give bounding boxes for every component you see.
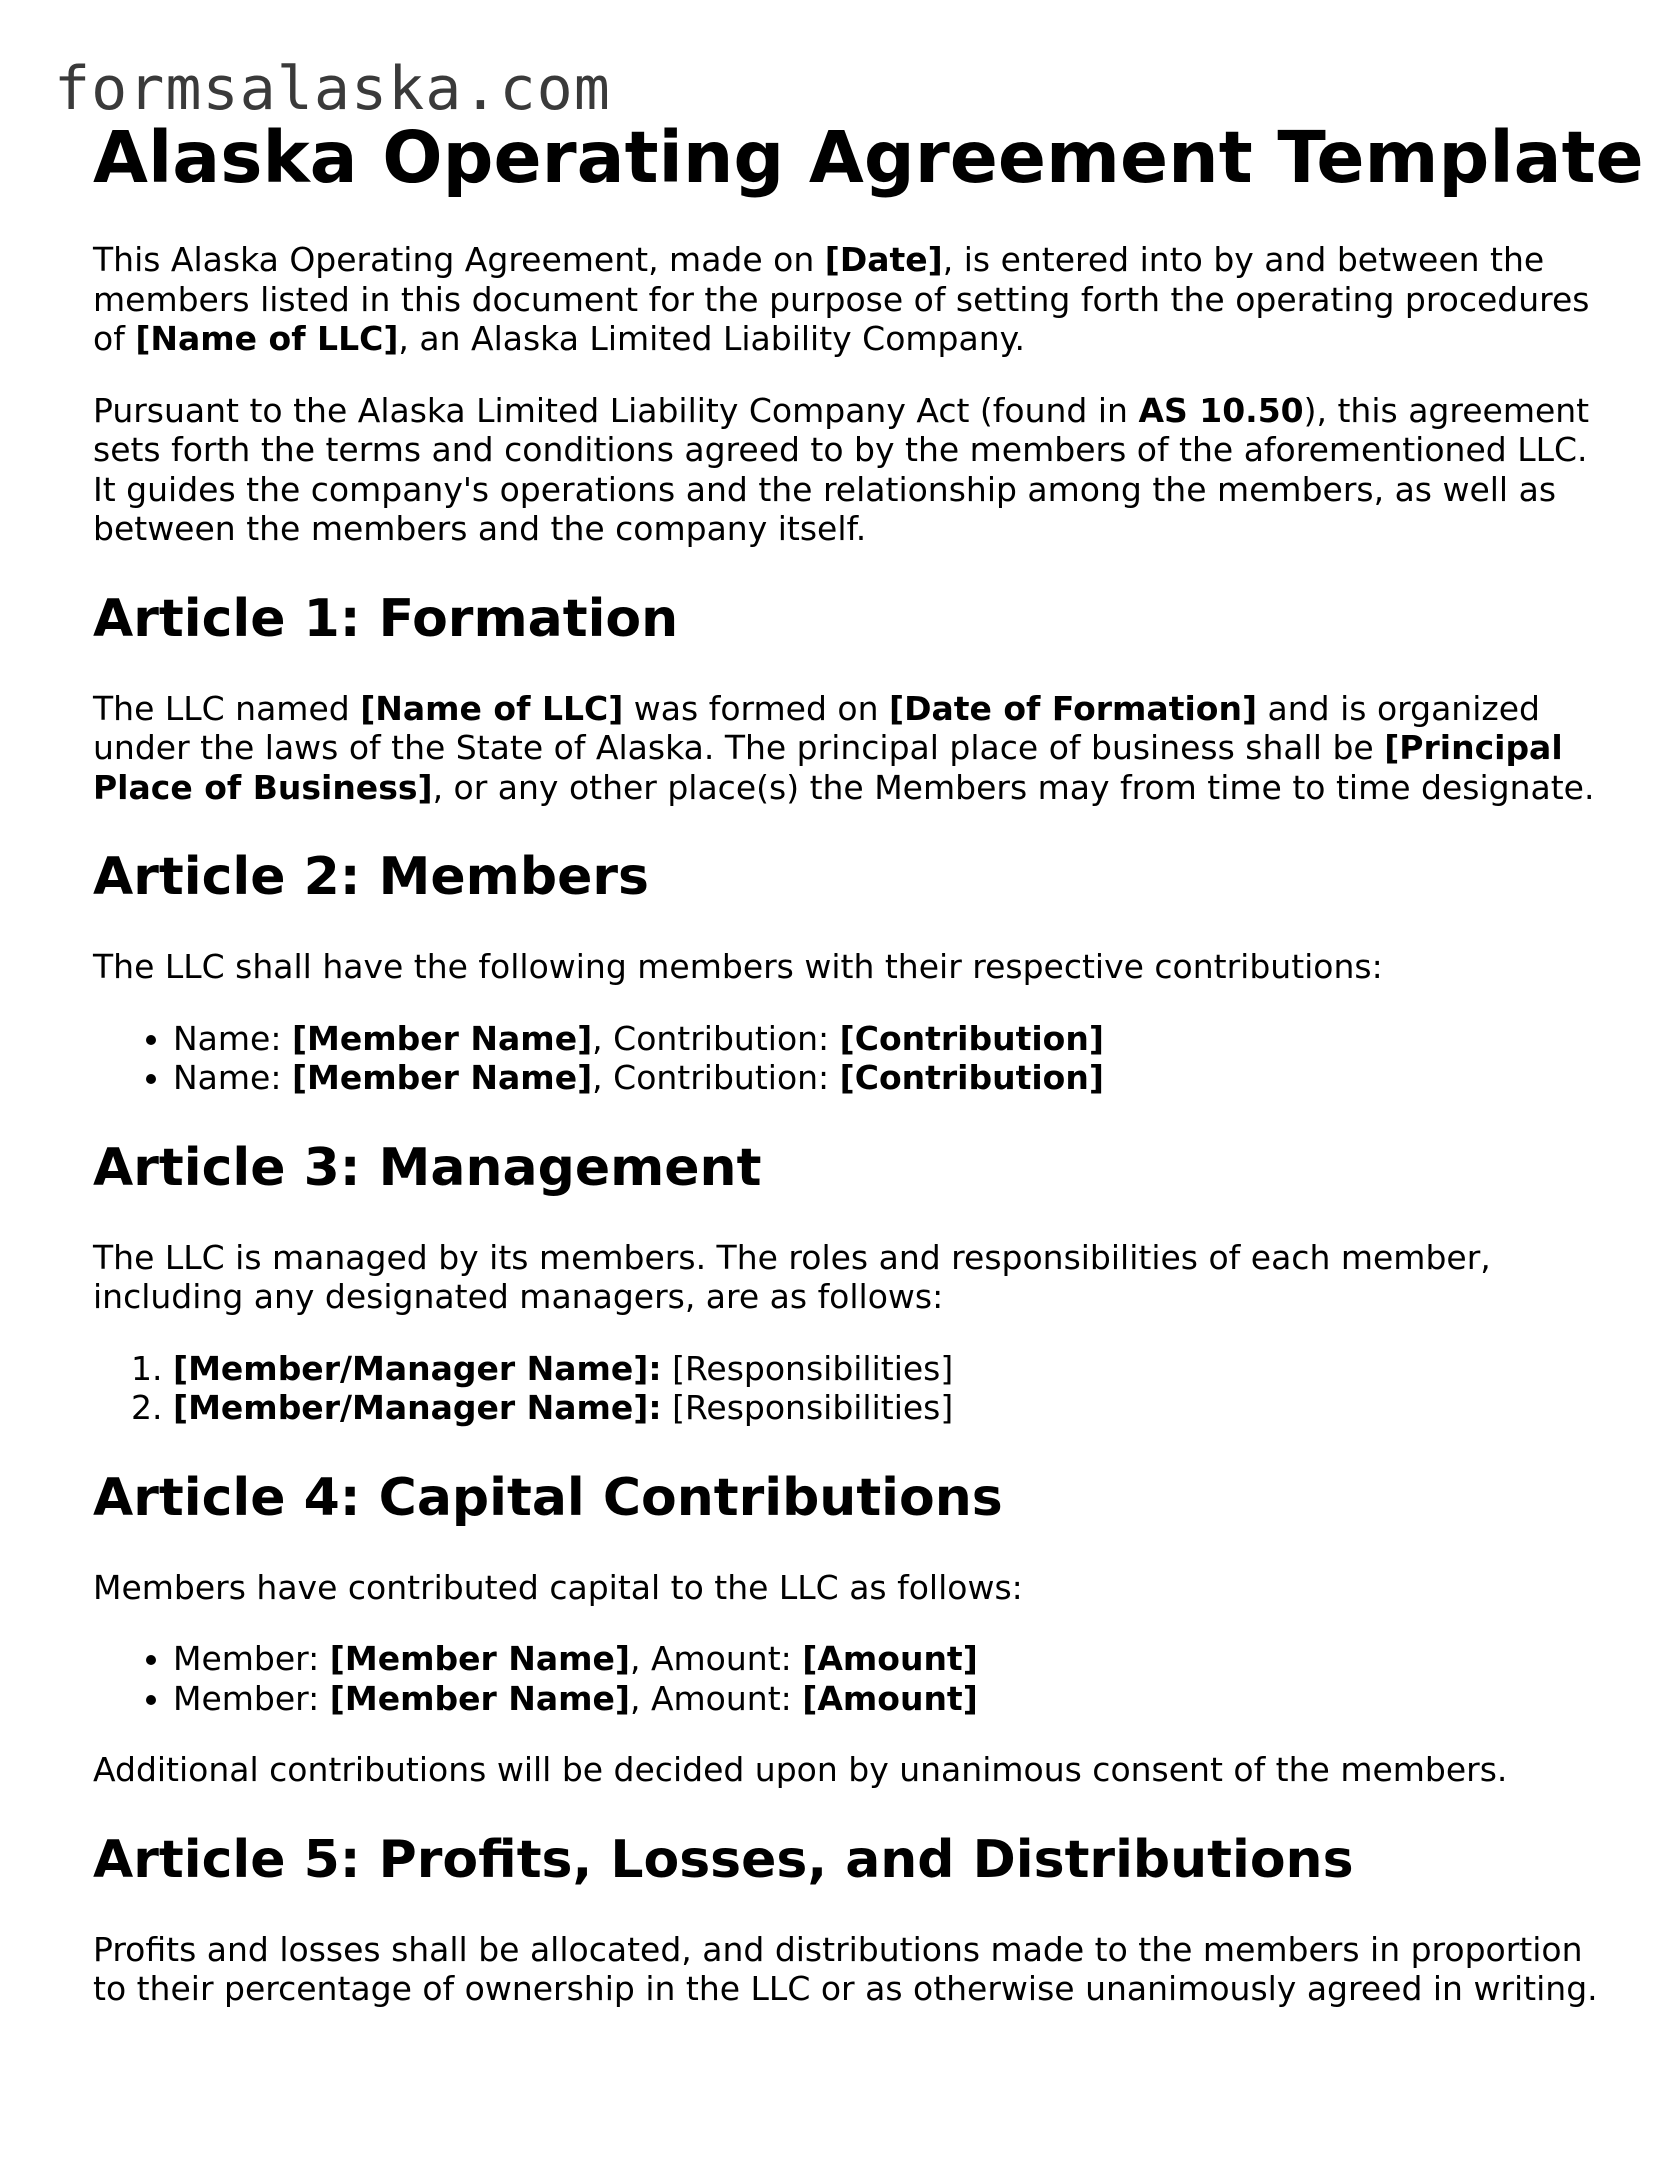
article-2-heading: Article 2: Members [93, 847, 649, 907]
item-label: , Amount: [629, 1639, 803, 1678]
statute-reference: AS 10.50 [1138, 390, 1304, 430]
document-title: Alaska Operating Agreement Template [93, 116, 1644, 199]
amount-placeholder: [Amount] [802, 1678, 978, 1718]
formation-date-placeholder: [Date of Formation] [888, 688, 1258, 728]
contribution-placeholder: [Contribution] [839, 1058, 1104, 1097]
item-label: Member: [173, 1678, 330, 1718]
manager-name-placeholder: [Member/Manager Name]: [173, 1388, 662, 1427]
capital-list [93, 1639, 1603, 1718]
intro-text: Pursuant to the Alaska Limited Liability Company Act (found in [93, 390, 1139, 430]
article-1-heading: Article 1: Formation [93, 588, 679, 649]
management-list [93, 1349, 1603, 1428]
article-3-heading: Article 3: Management [93, 1137, 762, 1198]
list-item [173, 1388, 1603, 1428]
llc-name-placeholder: [Name of LLC] [360, 688, 624, 728]
list-item [173, 1019, 1603, 1059]
responsibilities-placeholder: [Responsibilities] [661, 1348, 954, 1388]
item-label: , Amount: [629, 1678, 803, 1718]
amount-placeholder: [Amount] [802, 1639, 978, 1678]
item-label: Name: [173, 1018, 292, 1058]
body-text: , or any other place(s) the Members may from time to time designate. [432, 767, 1595, 807]
intro-text: , an Alaska Limited Liability Company. [398, 319, 1025, 358]
article-5-body: Profits and losses shall be allocated, and distributions made to the members in proportion to their percentage of ownership in the LLC or as otherwise unanimously agreed in writing. [93, 1929, 1598, 2008]
list-item [173, 1679, 1603, 1719]
item-label: Name: [173, 1058, 292, 1097]
item-label: , Contribution: [592, 1018, 840, 1058]
article-3-intro: The LLC is managed by its members. The roles and responsibilities of each member, including any designated managers, are as follows: [93, 1237, 1491, 1316]
manager-name-placeholder: [Member/Manager Name]: [173, 1348, 662, 1388]
member-name-placeholder: [Member Name] [291, 1058, 593, 1097]
contribution-placeholder: [Contribution] [839, 1018, 1104, 1058]
list-item [173, 1349, 1603, 1389]
date-placeholder: [Date] [824, 240, 943, 279]
article-2-intro: The LLC shall have the following members with their respective contributions: [93, 947, 1383, 986]
body-text: was formed on [623, 688, 889, 728]
body-text: The LLC named [93, 688, 361, 728]
article-4-heading: Article 4: Capital Contributions [93, 1467, 1003, 1528]
article-4-closing: Additional contributions will be decided upon by unanimous consent of the members. [93, 1750, 1508, 1789]
member-name-placeholder: [Member Name] [291, 1018, 593, 1058]
intro-text: ), this agreement sets forth the terms and conditions agreed to by the members of the aforementioned LLC. It guides the company's operations and the relationship among the members, as well as between the members and the company itself. [93, 390, 1590, 548]
member-name-placeholder: [Member Name] [329, 1678, 630, 1718]
llc-name-placeholder: [Name of LLC] [135, 319, 399, 358]
site-watermark: formsalaska.com [54, 54, 611, 124]
intro-text: This Alaska Operating Agreement, made on [93, 240, 825, 279]
item-label: Member: [173, 1639, 330, 1678]
intro-paragraph-1 [93, 240, 1603, 359]
principal-place-placeholder: [Principal Place of Business] [93, 728, 1563, 807]
list-item [173, 1058, 1603, 1098]
responsibilities-placeholder: [Responsibilities] [661, 1388, 954, 1427]
member-name-placeholder: [Member Name] [329, 1639, 630, 1678]
body-text: and is organized under the laws of the State of Alaska. The principal place of business shall be [93, 688, 1540, 767]
document-body [93, 116, 1644, 2041]
item-label: , Contribution: [592, 1058, 840, 1097]
article-5-heading: Article 5: Profits, Losses, and Distributions [93, 1829, 1354, 1890]
intro-text: , is entered into by and between the members listed in this document for the purpose of setting forth the operating procedures of [93, 240, 1590, 358]
members-list [93, 1019, 1603, 1098]
intro-paragraph-2 [93, 391, 1603, 549]
list-item [173, 1639, 1603, 1679]
article-1-body [93, 689, 1603, 808]
article-4-intro: Members have contributed capital to the LLC as follows: [93, 1567, 1023, 1607]
